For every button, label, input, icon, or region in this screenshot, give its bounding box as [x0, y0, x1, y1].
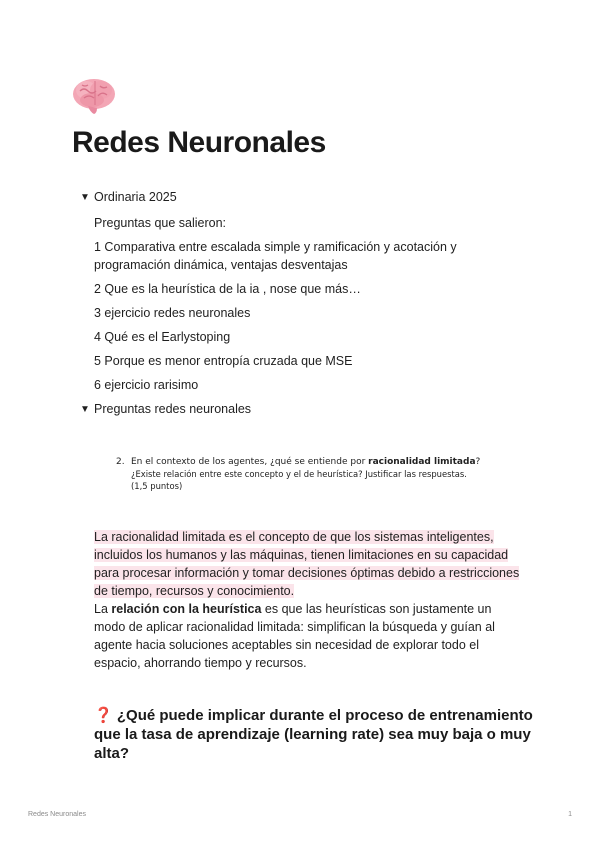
list-intro: Preguntas que salieron:	[94, 216, 227, 230]
list-item: 6 ejercicio rarisimo	[94, 378, 199, 392]
question-line-3: (1,5 puntos)	[131, 481, 183, 491]
brain-icon	[70, 76, 118, 116]
question-number: 2.	[116, 457, 125, 467]
toggle-ordinaria-2025[interactable]	[80, 190, 177, 204]
page-number: 1	[568, 811, 572, 818]
toggle-label: Ordinaria 2025	[94, 190, 177, 204]
triangle-down-icon[interactable]: ▼	[80, 403, 90, 415]
question-mark-icon: ❓	[94, 707, 113, 724]
footer-title: Redes Neuronales	[28, 811, 86, 818]
question-heading: ❓ ¿Qué puede implicar durante el proceso de entrenamiento que la tasa de aprendizaje (learning rate) sea muy baja o muy alta?	[94, 707, 533, 762]
answer-paragraph: La relación con la heurística es que las heurísticas son justamente un modo de aplicar racionalidad limitada: simplifican la búsqueda y guían al agente hacia soluciones aceptables sin necesidad de explorar todo el espacio, ahorrando tiempo y recursos.	[94, 602, 495, 670]
triangle-down-icon[interactable]: ▼	[80, 191, 90, 203]
toggle-preguntas-redes-neuronales[interactable]	[80, 402, 251, 416]
list-item: 2 Que es la heurística de la ia , nose que más…	[94, 282, 361, 296]
bold-text: relación con la heurística	[111, 602, 262, 616]
answer-block	[94, 528, 524, 672]
page-title: Redes Neuronales	[72, 126, 326, 159]
toggle-label: Preguntas redes neuronales	[94, 402, 252, 416]
highlighted-text: La racionalidad limitada es el concepto de que los sistemas inteligentes, incluidos los humanos y las máquinas, tienen limitaciones en su capacidad para procesar información y tomar decisiones óptimas debido a restricciones de tiempo, recursos y conocimiento.	[94, 530, 520, 598]
question-line-2: ¿Existe relación entre este concepto y el de heurística? Justificar las respuestas.	[131, 469, 467, 479]
question-image	[116, 456, 496, 492]
list-item: 5 Porque es menor entropía cruzada que MSE	[94, 354, 353, 368]
list-item: 3 ejercicio redes neuronales	[94, 306, 251, 320]
answer-paragraph-highlighted	[94, 528, 524, 600]
list-item: 1 Comparativa entre escalada simple y ramificación y acotación y programación dinámica, ventajas desventajas	[94, 240, 457, 272]
question-line-1: En el contexto de los agentes, ¿qué se entiende por racionalidad limitada?	[131, 457, 481, 467]
question-list	[94, 214, 494, 400]
list-item: 4 Qué es el Earlystoping	[94, 330, 231, 344]
